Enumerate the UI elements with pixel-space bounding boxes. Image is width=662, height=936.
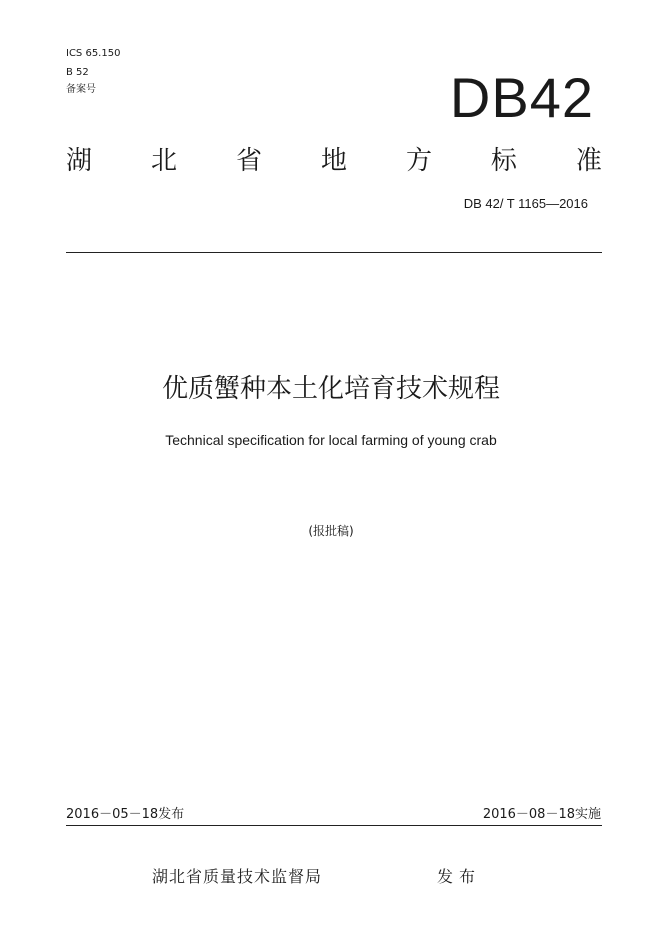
level-char: 省 [235,146,262,176]
level-char: 准 [575,146,602,176]
issue-date: 2016－05－18发布 [66,807,185,822]
standard-code-logo: DB42 [449,66,594,129]
standard-level-heading [66,146,602,176]
ccs-code: B 52 [66,67,89,78]
standard-number: DB 42/ T 1165—2016 [463,196,588,211]
level-char: 地 [320,146,347,176]
draft-status: (报批稿) [308,524,354,538]
record-number-label: 备案号 [66,84,96,95]
divider-top [66,252,602,253]
level-char: 方 [405,146,432,176]
publish-label: 发布 [437,867,482,886]
document-title-chinese: 优质蟹种本土化培育技术规程 [161,374,500,404]
level-char: 北 [150,146,177,176]
ics-code: ICS 65.150 [66,48,121,59]
document-title-english: Technical specification for local farming of young crab [165,432,497,448]
level-char: 湖 [66,146,93,176]
level-char: 标 [490,146,517,176]
implementation-date: 2016－08－18实施 [482,807,601,822]
divider-bottom [66,825,602,826]
issuing-authority: 湖北省质量技术监督局 [152,867,323,886]
